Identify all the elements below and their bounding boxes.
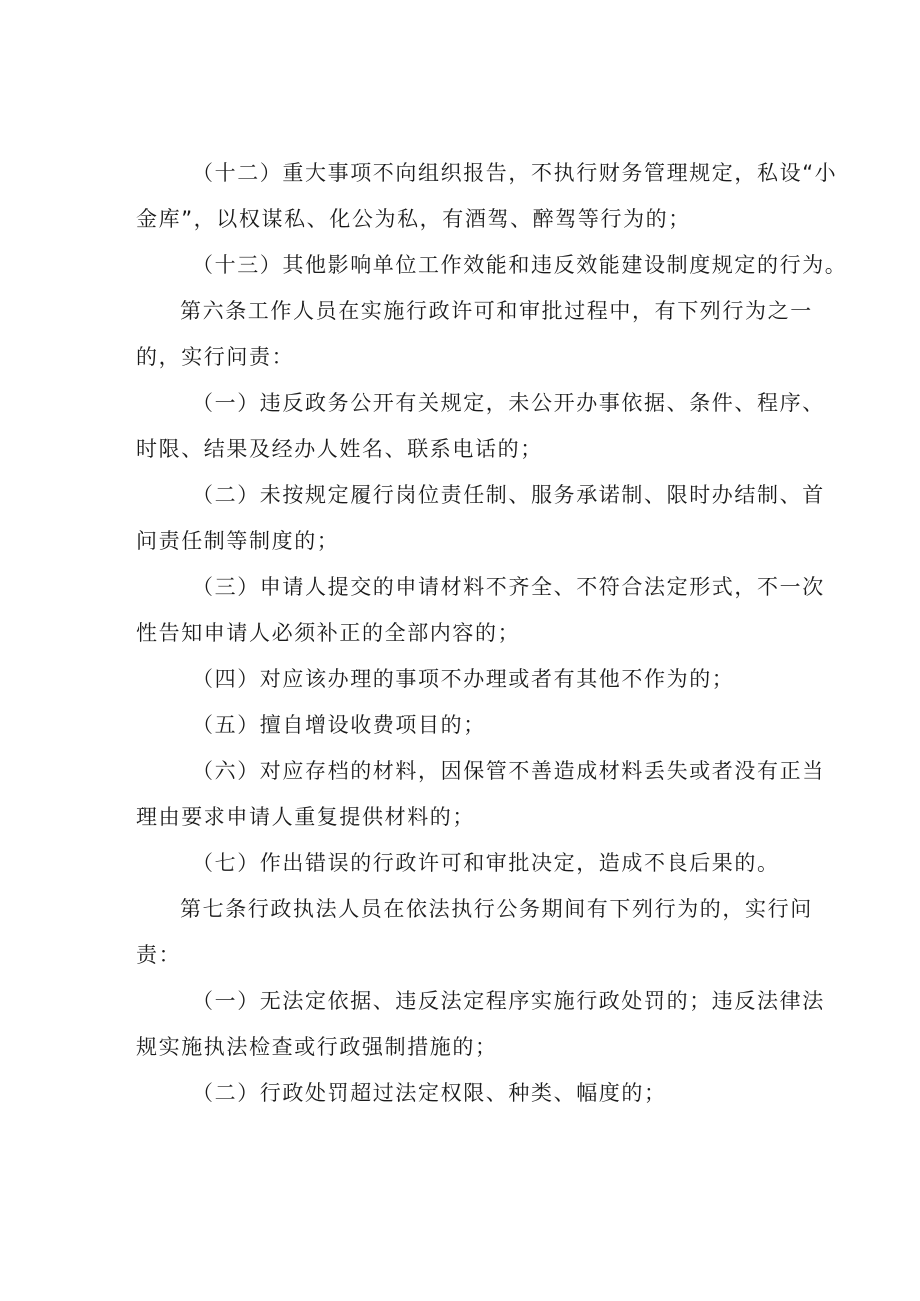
text-line: 的，实行问责： [136, 345, 295, 369]
paragraph-item-13 [136, 242, 848, 288]
paragraph-article-6-item-2 [136, 472, 825, 564]
text-line: 责： [136, 943, 182, 967]
text-line: （一）违反政务公开有关规定，未公开办事依据、条件、程序、 [192, 391, 825, 415]
text-line: 问责任制等制度的； [136, 529, 340, 553]
paragraph-article-6-item-4 [136, 656, 800, 702]
document-body [136, 150, 848, 1116]
paragraph-article-7-item-2 [136, 1070, 800, 1116]
text-line: （二）未按规定履行岗位责任制、服务承诺制、限时办结制、首 [192, 483, 825, 507]
text-line: 金库”，以权谋私、化公为私，有酒驾、醉驾等行为的； [136, 207, 691, 231]
paragraph-article-6-item-3 [136, 564, 825, 656]
paragraph-article-6-item-7 [136, 840, 800, 886]
text-line: （十三）其他影响单位工作效能和违反效能建设制度规定的行为。 [192, 253, 848, 277]
paragraph-article-7-item-1 [136, 978, 825, 1070]
text-line: （三）申请人提交的申请材料不齐全、不符合法定形式，不一次 [192, 575, 825, 599]
text-line: 时限、结果及经办人姓名、联系电话的； [136, 437, 543, 461]
paragraph-article-7 [136, 886, 813, 978]
text-line: 第六条工作人员在实施行政许可和审批过程中，有下列行为之一 [180, 299, 813, 323]
paragraph-article-6-item-6 [136, 748, 825, 840]
text-line: （五）擅自增设收费项目的； [192, 713, 486, 737]
paragraph-article-6 [136, 288, 813, 380]
paragraph-article-6-item-5 [136, 702, 800, 748]
paragraph-item-12 [136, 150, 838, 242]
text-line: 规实施执法检查或行政强制措施的； [136, 1035, 498, 1059]
text-line: （二）行政处罚超过法定权限、种类、幅度的； [192, 1081, 667, 1105]
text-line: 性告知申请人必须补正的全部内容的； [136, 621, 521, 645]
text-line: （六）对应存档的材料，因保管不善造成材料丢失或者没有正当 [192, 759, 825, 783]
text-line: 理由要求申请人重复提供材料的； [136, 805, 475, 829]
text-line: （七）作出错误的行政许可和审批决定，造成不良后果的。 [192, 851, 780, 875]
paragraph-article-6-item-1 [136, 380, 825, 472]
text-line: （一）无法定依据、违反法定程序实施行政处罚的；违反法律法 [192, 989, 825, 1013]
text-line: 第七条行政执法人员在依法执行公务期间有下列行为的，实行问 [180, 897, 813, 921]
text-line: （十二）重大事项不向组织报告，不执行财务管理规定，私设“小 [192, 161, 838, 185]
text-line: （四）对应该办理的事项不办理或者有其他不作为的； [192, 667, 735, 691]
